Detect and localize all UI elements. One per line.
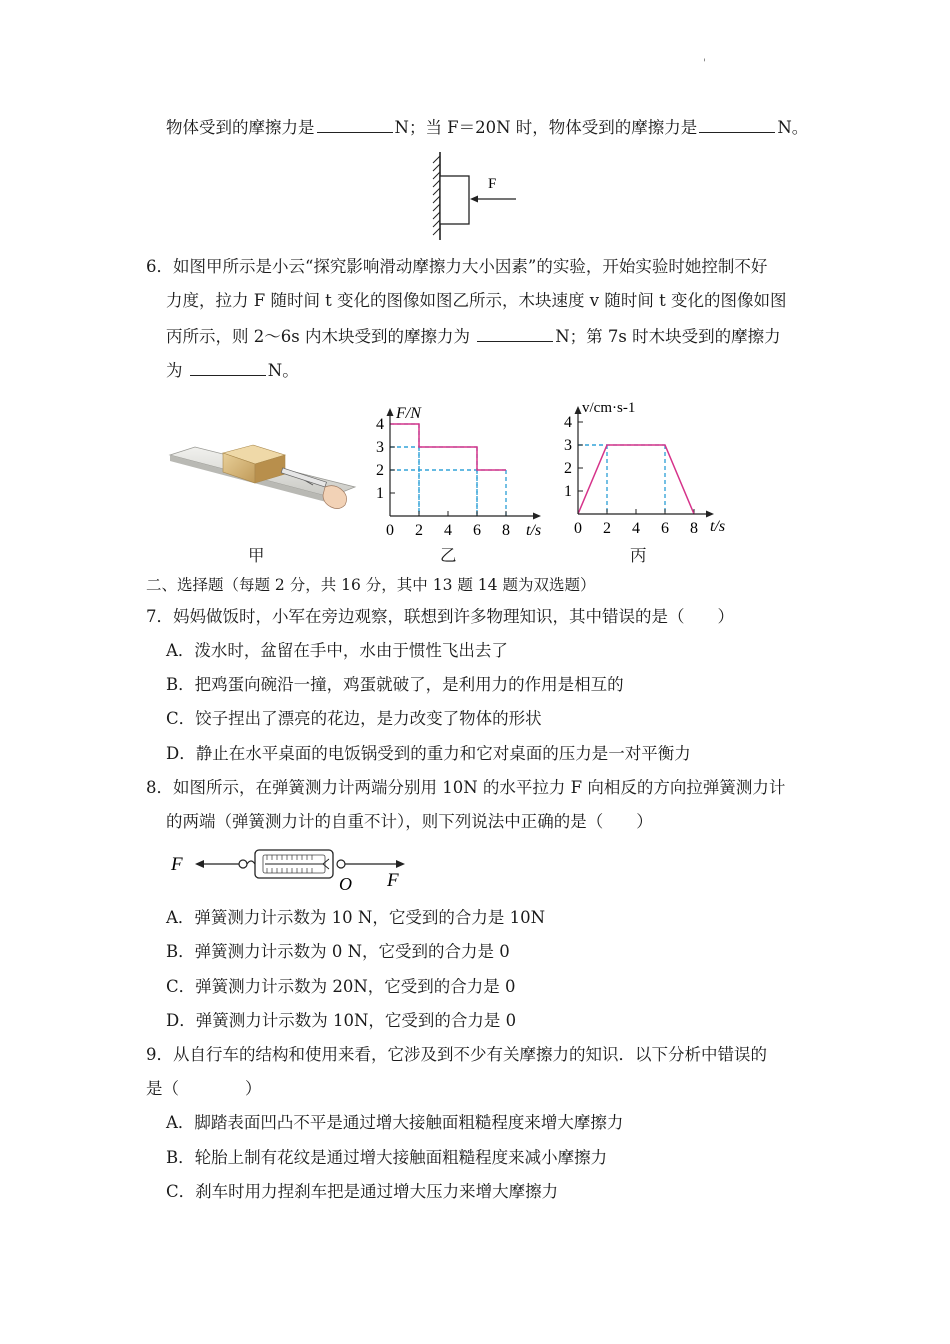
q8-stem-2: 的两端（弹簧测力计的自重不计），则下列说法中正确的是（ ）: [166, 812, 653, 831]
q8-option-c[interactable]: C．弹簧测力计示数为 20N，它受到的合力是 0: [166, 977, 516, 996]
q8-option-d[interactable]: D．弹簧测力计示数为 10N，它受到的合力是 0: [166, 1011, 517, 1030]
q6-line-4: [166, 359, 299, 382]
q5-force-label: F: [488, 176, 497, 192]
fig-bing-chart: [556, 393, 756, 543]
q5-blank-2[interactable]: [699, 116, 775, 133]
q8-origin-label: O: [339, 874, 352, 892]
section2-title: 二、选择题（每题 2 分，共 16 分，其中 13 题 14 题为双选题）: [146, 576, 596, 594]
bing-xtick-label-3: 6: [661, 520, 669, 537]
q5-blank-1[interactable]: [317, 116, 393, 133]
bing-xlabel: t/s: [710, 518, 726, 535]
yi-ytick-label-1: 2: [376, 462, 384, 479]
yi-xlabel: t/s: [526, 522, 542, 539]
bing-y-arrow-icon: [575, 406, 582, 414]
yi-xtick-label-1: 2: [415, 522, 423, 539]
q9-stem-2: 是（ ）: [146, 1079, 262, 1098]
yi-xtick-label-4: 8: [502, 522, 510, 539]
fig-yi-chart: [360, 395, 560, 545]
q8-option-a[interactable]: A．弹簧测力计示数为 10 N，它受到的合力是 10N: [166, 908, 546, 927]
q9-option-b[interactable]: B．轮胎上制有花纹是通过增大接触面粗糙程度来减小摩擦力: [166, 1148, 608, 1167]
q8-right-force-label: F: [387, 870, 399, 891]
q7-option-c[interactable]: C．饺子捏出了漂亮的花边，是力改变了物体的形状: [166, 709, 542, 728]
yi-ytick-label-0: 1: [376, 485, 384, 502]
q8-option-b[interactable]: B．弹簧测力计示数为 0 N，它受到的合力是 0: [166, 942, 510, 961]
q5-text-2: N；当 F＝20N 时，物体受到的摩擦力是: [394, 118, 698, 137]
bing-ytick-label-2: 3: [564, 437, 572, 454]
caption-yi: 乙: [440, 546, 457, 565]
caption-bing: 丙: [630, 546, 647, 565]
q6-text-3b: N；第 7s 时木块受到的摩擦力: [555, 327, 781, 346]
bing-ylabel: v/cm·s-1: [582, 400, 636, 416]
bing-xtick-label-4: 8: [690, 520, 698, 537]
q6-line-2: 力度，拉力 F 随时间 t 变化的图像如图乙所示，木块速度 v 随时间 t 变化的图像如图: [166, 291, 787, 310]
q9-option-a[interactable]: A．脚踏表面凹凸不平是通过增大接触面粗糙程度来增大摩擦力: [166, 1113, 624, 1132]
q5-wall-figure: [428, 150, 523, 242]
force-arrow-icon: [470, 196, 478, 203]
q5-answer-line: [166, 116, 808, 139]
q5-text-3: N。: [777, 118, 809, 137]
q7-option-d[interactable]: D．静止在水平桌面的电饭锅受到的重力和它对桌面的压力是一对平衡力: [166, 744, 691, 763]
bing-xtick-label-1: 2: [603, 520, 611, 537]
yi-x-arrow-icon: [533, 513, 541, 520]
yi-ytick-label-3: 4: [376, 416, 384, 433]
q6-line-1: 6．如图甲所示是小云“探究影响滑动摩擦力大小因素”的实验，开始实验时她控制不好: [146, 257, 768, 276]
bing-ytick-label-1: 2: [564, 460, 572, 477]
yi-y-arrow-icon: [387, 408, 394, 416]
q5-block: [440, 176, 469, 224]
yi-ytick-label-2: 3: [376, 439, 384, 456]
fig-jia-apparatus: [165, 425, 360, 525]
q5-text-1: 物体受到的摩擦力是: [166, 118, 315, 137]
q6-blank-2[interactable]: [190, 359, 266, 376]
q7-option-b[interactable]: B．把鸡蛋向碗沿一撞，鸡蛋就破了，是利用力的作用是相互的: [166, 675, 624, 694]
q6-line-3: [166, 325, 781, 348]
q8-right-arrow-icon: [396, 860, 405, 868]
q8-spring-scale-figure: [165, 840, 415, 892]
bing-xtick-label-0: 0: [574, 520, 582, 537]
top-mark: ': [703, 58, 706, 69]
bing-ytick-label-0: 1: [564, 483, 572, 500]
q8-left-arrow-icon: [195, 860, 204, 868]
q7-stem: 7．妈妈做饭时，小军在旁边观察，联想到许多物理知识，其中错误的是（ ）: [146, 607, 734, 626]
yi-xtick-label-2: 4: [444, 522, 452, 539]
q8-left-force-label: F: [171, 854, 183, 875]
q6-blank-1[interactable]: [477, 325, 553, 342]
q7-option-a[interactable]: A．泼水时，盆留在手中，水由于惯性飞出去了: [166, 641, 508, 660]
bing-x-arrow-icon: [706, 511, 714, 518]
bing-series-line: [578, 445, 694, 514]
q6-text-3a: 丙所示，则 2～6s 内木块受到的摩擦力为: [166, 327, 470, 346]
bing-ytick-label-3: 4: [564, 414, 572, 431]
yi-ylabel: F/N: [396, 405, 421, 422]
q8-stem-1: 8．如图所示，在弹簧测力计两端分别用 10N 的水平拉力 F 向相反的方向拉弹簧测力计: [146, 778, 786, 797]
caption-jia: 甲: [248, 546, 265, 565]
yi-xtick-label-0: 0: [386, 522, 394, 539]
q9-stem-1: 9．从自行车的结构和使用来看，它涉及到不少有关摩擦力的知识．以下分析中错误的: [146, 1045, 767, 1064]
q6-text-4b: N。: [267, 361, 299, 380]
q9-option-c[interactable]: C．刹车时用力捏刹车把是通过增大压力来增大摩擦力: [166, 1182, 559, 1201]
bing-xtick-label-2: 4: [632, 520, 640, 537]
yi-xtick-label-3: 6: [473, 522, 481, 539]
q6-text-4a: 为: [166, 361, 183, 380]
